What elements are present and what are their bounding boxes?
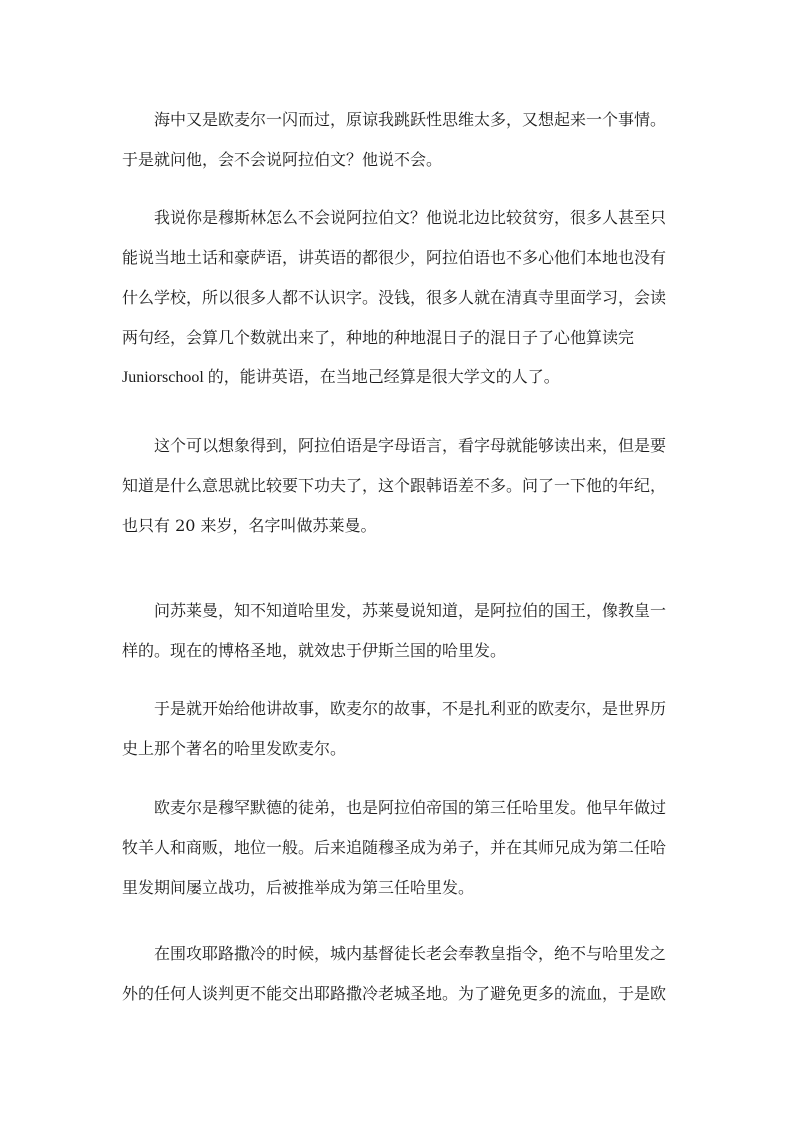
paragraph-line: 什么学校，所以很多人都不认识字。没钱，很多人就在清真寺里面学习，会读 bbox=[122, 288, 667, 307]
paragraph-line: 在围攻耶路撒冷的时候，城内基督徒长老会奉教皇指令，绝不与哈里发之 bbox=[154, 944, 667, 963]
paragraph-line: 两句经，会算几个数就出来了，种地的种地混日子的混日子了心他算读完 bbox=[122, 328, 635, 347]
paragraph-line: 也只有 20 来岁，名字叫做苏莱曼。 bbox=[122, 516, 377, 535]
paragraph-line: 欧麦尔是穆罕默德的徒弟，也是阿拉伯帝国的第三任哈里发。他早年做过 bbox=[154, 798, 667, 817]
paragraph-line: Juniorschool 的，能讲英语，在当地己经算是很大学文的人了。 bbox=[122, 369, 560, 386]
paragraph-line: 于是就开始给他讲故事，欧麦尔的故事，不是扎利亚的欧麦尔，是世界历 bbox=[154, 699, 667, 718]
paragraph-line: 外的任何人谈判更不能交出耶路撒冷老城圣地。为了避免更多的流血，于是欧 bbox=[122, 984, 667, 1003]
paragraph-line: 这个可以想象得到，阿拉伯语是字母语言，看字母就能够读出来，但是要 bbox=[154, 436, 667, 455]
paragraph-line: 海中又是欧麦尔一闪而过，原谅我跳跃性思维太多，又想起来一个事情。 bbox=[154, 110, 667, 129]
paragraph-line: 史上那个著名的哈里发欧麦尔。 bbox=[122, 739, 347, 758]
paragraph-line: 能说当地土话和豪萨语，讲英语的都很少，阿拉伯语也不多心他们本地也没有 bbox=[122, 248, 667, 267]
paragraph-line: 里发期间屡立战功，后被推举成为第三任哈里发。 bbox=[122, 878, 475, 897]
paragraph-line: 于是就问他，会不会说阿拉伯文？他说不会。 bbox=[122, 150, 443, 169]
paragraph-line: 牧羊人和商贩，地位一般。后来追随穆圣成为弟子，并在其师兄成为第二任哈 bbox=[122, 838, 667, 857]
paragraph-line: 样的。现在的博格圣地，就效忠于伊斯兰国的哈里发。 bbox=[122, 641, 507, 660]
paragraph-line: 知道是什么意思就比较要下功夫了，这个跟韩语差不多。问了一下他的年纪， bbox=[122, 476, 667, 495]
paragraph-line: 我说你是穆斯林怎么不会说阿拉伯文？他说北边比较贫穷，很多人甚至只 bbox=[154, 208, 667, 227]
paragraph-line: 问苏莱曼，知不知道哈里发，苏莱曼说知道，是阿拉伯的国王，像教皇一 bbox=[154, 601, 667, 620]
